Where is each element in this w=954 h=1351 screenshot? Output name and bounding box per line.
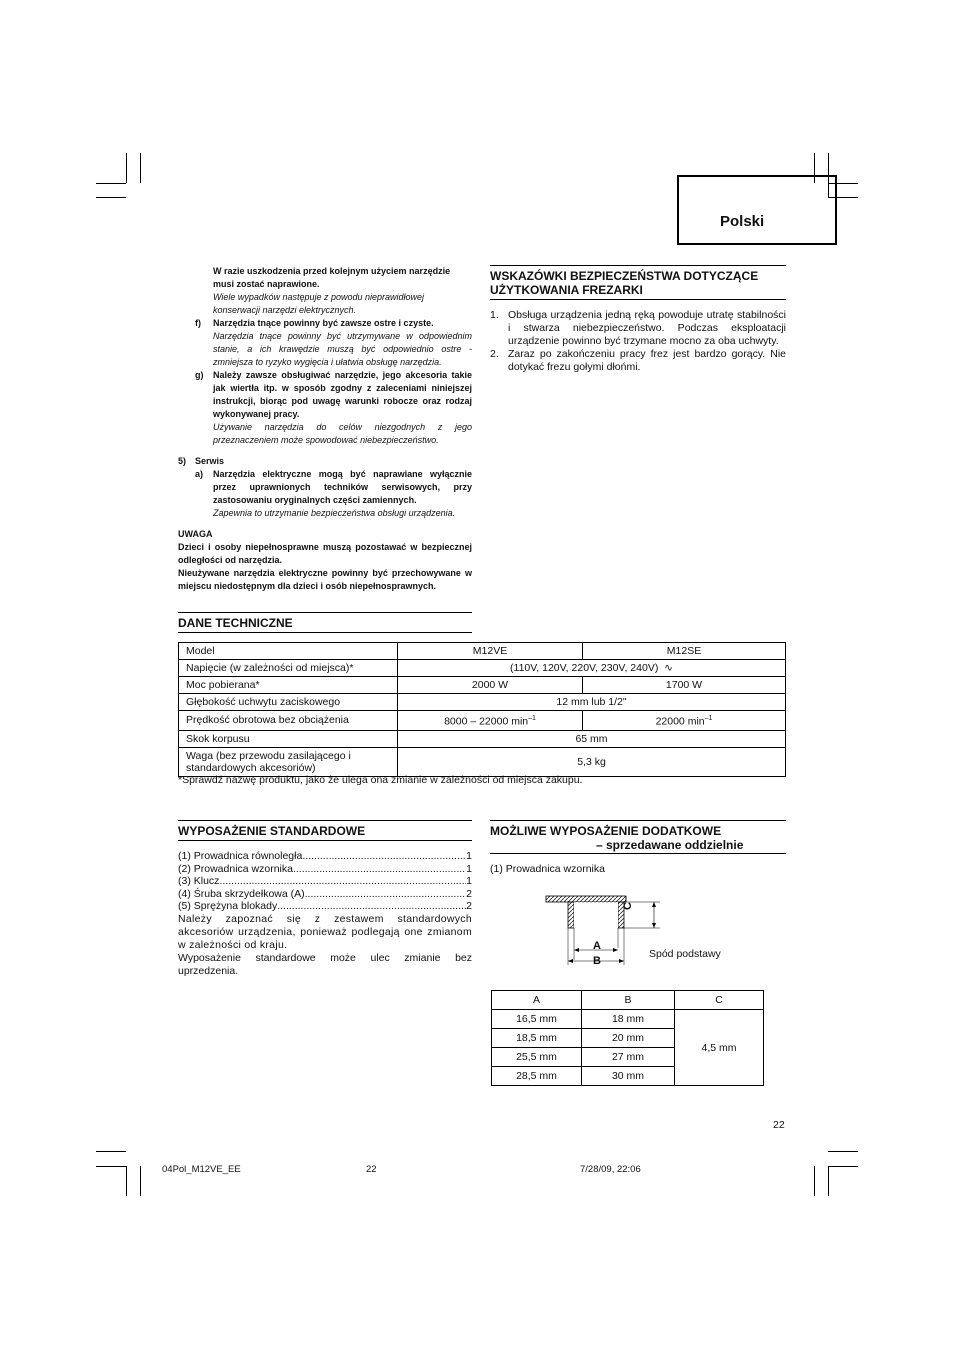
p1-bold: W razie uszkodzenia przed kolejnym użyciem narzędzie musi zostać naprawione. [213,266,451,289]
dim-label-c: C [622,902,634,910]
table-row: Napięcie (w zależności od miejsca)* (110V, 120V, 220V, 230V, 240V) ∿ [179,660,786,677]
dim-label-b: B [593,955,601,967]
language-label: Polski [720,213,765,230]
optional-section [490,820,786,876]
ac-icon: ∿ [664,662,673,674]
optional-heading [490,820,786,854]
table-row: A B C [492,991,764,1010]
table-row: Skok korpusu 65 mm [179,730,786,747]
footer-page: 22 [366,1164,377,1175]
g-bold: Należy zawsze obsługiwać narzędzie, jego akcesoria takie jak wiertła itp. w sposób zgodny z zaleceniami niniejszej instrukcji, biorąc pod uwagę warunki robocze oraz rodzaj wykonywanej pracy. [213,370,472,419]
table-row: 18,5 mm 20 mm [492,1029,764,1048]
standard-heading: WYPOSAŻENIE STANDARDOWE [178,820,472,841]
table-row: Moc pobierana* 2000 W 1700 W [179,677,786,694]
crop-mark [96,1151,126,1152]
f-marker: f) [195,318,201,328]
list-item: (1) Prowadnica równoległa ..... 1 [178,850,472,863]
base-label: Spód podstawy [649,948,721,960]
standard-note-2: Wyposażenie standardowe może ulec zmianie bez uprzedzenia. [178,951,472,977]
dims-table [491,990,764,1086]
table-row: Prędkość obrotowa bez obciążenia 8000 – 22000 $\min^{-1}$ 22000 $\min^{-1}$ [179,711,786,731]
table-row: Waga (bez przewodu zasilającego i standardowych akcesoriów) 5,3 kg [179,747,786,776]
crop-mark [96,1166,126,1167]
list-item: 1. Obsługa urządzenia jedną ręką powoduje utratę stabilności i stwarza niebezpieczeństwo. Podczas eksploatacji urządzenie powinno być trzymane mocno za oba uchwyty. [490,309,786,347]
uwaga-text-1: Dzieci i osoby niepełnosprawne muszą pozostawać w bezpiecznej odległości od narzędzia. [178,542,472,565]
safety-continued [178,265,472,593]
list-item: (5) Sprężyna blokady ..... 2 [178,900,472,913]
footer-date: 7/28/09, 22:06 [580,1164,641,1175]
f-italic: Narzędzia tnące powinny być utrzymywane w odpowiednim stanie, a ich krawędzie muszą być odpowiednio ostre - zmniejsza to ryzyko wygięcia i ułatwia obsługę narzędzia. [213,331,472,367]
crop-mark [140,153,141,183]
a-marker: a) [195,469,204,479]
list-item: 2. Zaraz po zakończeniu pracy frez jest bardzo gorący. Nie dotykać frezu gołymi dłońmi. [490,348,786,373]
crop-mark [140,1166,141,1196]
crop-mark [96,183,126,184]
footer-file: 04Pol_M12VE_EE [162,1164,241,1175]
a-bold: Narzędzia elektryczne mogą być naprawiane wyłącznie przez uprawnionych techników serwisowych, przy zastosowaniu oryginalnych części zamiennych. [213,469,472,505]
crop-mark [126,1166,127,1196]
s5-marker: 5) [178,456,187,466]
p1-italic: Wiele wypadków następuje z powodu nieprawidłowej konserwacji narzędzi elektrycznych. [213,292,425,315]
crop-mark [828,1166,858,1167]
tech-footnote: *Sprawdź nazwę produktu, jako że ulega ona zmianie w zależności od miejsca zakupu. [178,774,583,786]
crop-mark [126,153,127,183]
s5-title: Serwis [195,456,225,466]
crop-mark [814,1166,815,1196]
table-row: 25,5 mm 27 mm [492,1048,764,1067]
list-item: (2) Prowadnica wzornika ..... 1 [178,863,472,876]
language-tab [677,175,837,245]
table-row: Model M12VE M12SE [179,643,786,660]
crop-mark [828,1151,858,1152]
uwaga-title: UWAGA [178,529,213,539]
table-row: 28,5 mm 30 mm [492,1067,764,1086]
a-italic: Zapewnia to utrzymanie bezpieczeństwa obsługi urządzenia. [213,508,456,518]
table-row: 16,5 mm 18 mm 4,5 mm [492,1010,764,1029]
optional-item: (1) Prowadnica wzornika [490,863,605,875]
list-item: (4) Śruba skrzydełkowa (A) ..... 2 [178,888,472,901]
crop-mark [96,197,126,198]
standard-equipment-section [178,820,472,978]
tech-heading: DANE TECHNICZNE [178,612,472,633]
f-bold: Narzędzia tnące powinny być zawsze ostre i czyste. [213,318,434,328]
table-row: Głębokość uchwytu zaciskowego 12 mm lub 1/2" [179,694,786,711]
list-item: (3) Klucz ..... 1 [178,875,472,888]
optional-subtitle: – sprzedawane oddzielnie [596,838,744,852]
standard-note-1: Należy zapoznać się z zestawem standardowych akcesoriów urządzenia, ponieważ podlegają one zmianom w zależności od kraju. [178,912,472,951]
g-marker: g) [195,370,204,380]
g-italic: Używanie narzędzia do celów niezgodnych z jego przeznaczeniem może spowodować niebezpieczeństwo. [213,422,472,445]
page-number: 22 [773,1119,785,1131]
router-safety-heading: WSKAZÓWKI BEZPIECZEŃSTWA DOTYCZĄCE UŻYTKOWANIA FREZARKI [490,265,786,300]
dim-label-a: A [593,940,601,952]
crop-mark [828,1166,829,1196]
uwaga-text-2: Nieużywane narzędzia elektryczne powinny być przechowywane w miejscu niedostępnym dla dzieci i osób niepełnosprawnych. [178,568,472,591]
router-safety-section [490,265,786,374]
optional-title: MOŻLIWE WYPOSAŻENIE DODATKOWE [490,824,722,838]
tech-table [178,642,786,777]
